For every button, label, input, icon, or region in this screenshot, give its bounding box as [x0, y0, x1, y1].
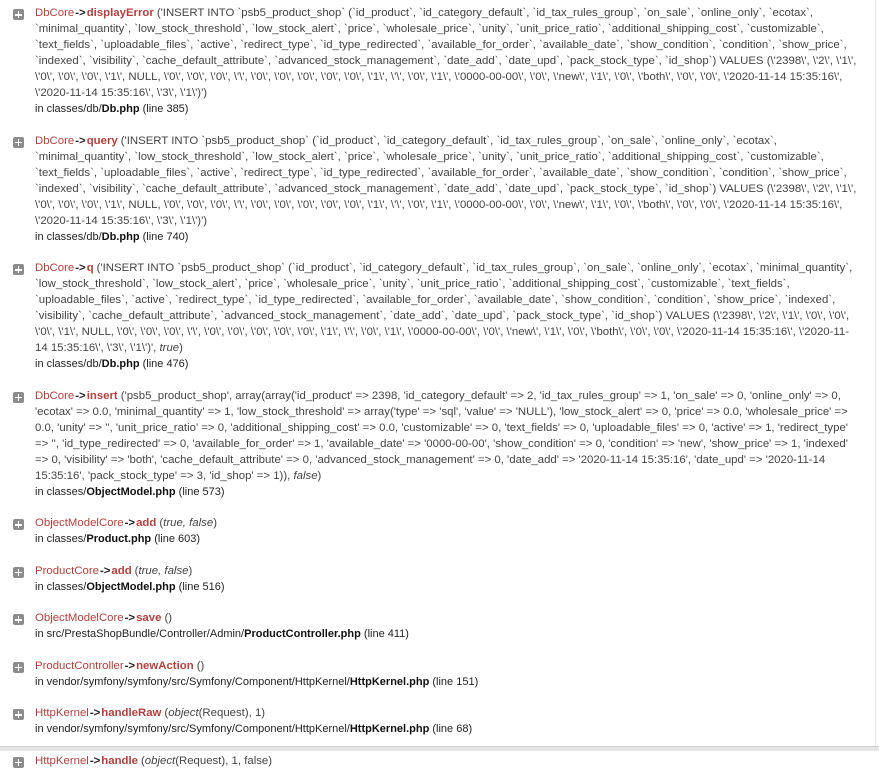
location-path: in src/PrestaShopBundle/Controller/Admin/: [35, 628, 245, 640]
location-path: in classes/: [35, 580, 87, 593]
location-path: in classes/db/: [35, 358, 102, 370]
expand-plus-icon[interactable]: [13, 709, 24, 720]
expand-plus-icon[interactable]: [13, 9, 24, 20]
args-suffix: ): [317, 469, 322, 482]
location-file: HttpKernel.php: [349, 723, 430, 735]
args-italic: object: [144, 754, 176, 767]
class-name: DbCore: [35, 389, 75, 402]
call-arguments: [141, 755, 272, 767]
args-suffix: ): [188, 564, 193, 577]
call-arguments: [164, 707, 265, 719]
expand-plus-icon[interactable]: [13, 614, 24, 625]
location-file: ProductController.php: [244, 628, 361, 640]
frame-location: [35, 356, 860, 372]
location-path: in classes/db/: [35, 103, 102, 115]
args-italic: object: [168, 707, 199, 719]
location-file: Db.php: [101, 103, 140, 115]
frame-call: [35, 388, 860, 484]
call-arguments: [159, 517, 217, 529]
expand-plus-icon[interactable]: [13, 137, 24, 148]
call-arguments: [135, 565, 193, 577]
class-name: HttpKernel: [35, 707, 89, 719]
args-italic: true, false: [138, 564, 189, 577]
stack-frame: [0, 653, 860, 690]
location-file: Db.php: [101, 230, 140, 243]
method-name: handleRaw: [101, 707, 162, 719]
args-text: (: [159, 517, 164, 529]
location-line: (line 603): [154, 533, 201, 545]
method-name: handle: [101, 754, 138, 767]
location-path: in classes/: [35, 533, 87, 545]
class-name: HttpKernel: [35, 754, 89, 767]
args-text: ('INSERT INTO `psb5_product_shop` (`id_product`, `id_category_default`, `id_tax_rules_group`, `on_sale`, `online_only`, `ecotax`, `minimal_quantity`, `low_stock_threshold`, `low_stock_alert`, `price`, `wholesale_price`, `unity`, `unit_price_ratio`, `additional_shipping_cost`, `customizable`, `text_fields`, `uploadable_files`, `active`, `redirect_type`, `id_type_redirected`, `available_for_order`, `available_date`, `show_condition`, `condition`, `show_price`, `indexed`, `visibility`, `cache_default_attribute`, `advanced_stock_management`, `date_add`, `date_upd`, `pack_stock_type`, `id_shop`) VALUES (\'2398\', \'2\', \'1\', \'0\', \'0\', \'0\', \'1\', NULL, \'0\', \'0\', \'0\', \'\', \'0\', \'0\', \'0\', \'0\', \'0\', \'1\', \'\', \'0\', \'1\', \'0000-00-00\', \'0\', \'new\', \'1\', \'0\', \'both\', \'0\', \'0\', \'2020-11-14 15:35:16\', \'2020-11-14 15:35:16\', \'3\', \'1\')'): [35, 7, 857, 99]
location-file: Db.php: [101, 358, 140, 370]
call-arguments: [35, 262, 852, 354]
frame-call: [35, 610, 860, 626]
location-file: ObjectModel.php: [86, 580, 176, 593]
location-line: (line 740): [142, 230, 189, 243]
class-name: ProductCore: [35, 564, 99, 577]
location-line: (line 68): [432, 723, 473, 735]
frame-call: [35, 515, 860, 531]
frame-call: [35, 563, 860, 579]
stack-frame: [0, 558, 860, 595]
location-line: (line 411): [363, 628, 409, 640]
location-line: (line 476): [142, 358, 189, 370]
method-name: add: [111, 564, 132, 577]
method-name: query: [86, 134, 118, 147]
arrow-operator: ->: [75, 7, 86, 19]
expand-plus-icon[interactable]: [13, 662, 24, 673]
args-text: (): [164, 612, 173, 624]
args-italic: true: [159, 342, 180, 354]
frame-location: [35, 229, 860, 245]
stack-frame: [0, 128, 860, 245]
expand-plus-icon[interactable]: [13, 567, 24, 578]
method-name: displayError: [86, 7, 154, 19]
expand-plus-icon[interactable]: [13, 392, 24, 403]
args-suffix: ): [213, 517, 217, 529]
class-name: DbCore: [35, 262, 75, 274]
frame-call: [35, 753, 860, 769]
args-italic: false: [293, 469, 318, 482]
call-arguments: [35, 7, 856, 99]
arrow-operator: ->: [75, 262, 86, 274]
arrow-operator: ->: [75, 389, 86, 402]
call-arguments: [35, 135, 856, 227]
frame-call: [35, 5, 860, 101]
arrow-operator: ->: [89, 707, 101, 719]
args-text: ('psb5_product_shop', array(array('id_product' => 2398, 'id_category_default' => 2, 'id_tax_rules_group' => 1, 'on_sale' => 0, 'online_only' => 0, 'ecotax' => 0.0, 'minimal_quantity' => 1, 'low_stock_threshold' => array('type' => 'sql', 'value' => 'NULL'), 'low_stock_alert' => 0, 'price' => 0.0, 'wholesale_price' => 0.0, 'unity' => '', 'unit_price_ratio' => 0, 'additional_shipping_cost' => 0.0, 'customizable' => 0, 'text_fields' => 0, 'uploadable_files' => 0, 'active' => 1, 'redirect_type' => '', 'id_type_redirected' => 0, 'available_for_order' => 1, 'available_date' => '0000-00-00', 'show_condition' => 0, 'condition' => 'new', 'show_price' => 1, 'indexed' => 0, 'visibility' => 'both', 'cache_default_attribute' => 0, 'advanced_stock_management' => 0, 'date_add' => '2020-11-14 15:35:16', 'date_upd' => '2020-11-14 15:35:16', 'pack_stock_type' => 3, 'id_shop' => 1)),: [35, 389, 848, 482]
stack-frame: [0, 255, 860, 372]
class-name: ProductController: [35, 659, 124, 672]
location-line: (line 151): [432, 675, 479, 688]
stack-frame: [0, 510, 860, 547]
bottom-divider: [0, 746, 879, 751]
location-file: HttpKernel.php: [349, 675, 430, 688]
location-path: in classes/: [35, 485, 87, 498]
args-text: (): [196, 659, 205, 672]
location-file: ObjectModel.php: [86, 485, 176, 498]
args-text: ('INSERT INTO `psb5_product_shop` (`id_product`, `id_category_default`, `id_tax_rules_group`, `on_sale`, `online_only`, `ecotax`, `minimal_quantity`, `low_stock_threshold`, `low_stock_alert`, `price`, `wholesale_price`, `unity`, `unit_price_ratio`, `additional_shipping_cost`, `customizable`, `text_fields`, `uploadable_files`, `active`, `redirect_type`, `id_type_redirected`, `available_for_order`, `available_date`, `show_condition`, `condition`, `show_price`, `indexed`, `visibility`, `cache_default_attribute`, `advanced_stock_management`, `date_add`, `date_upd`, `pack_stock_type`, `id_shop`) VALUES (\'2398\', \'2\', \'1\', \'0\', \'0\', \'0\', \'1\', NULL, \'0\', \'0\', \'0\', \'\', \'0\', \'0\', \'0\', \'0\', \'0\', \'1\', \'\', \'0\', \'1\', \'0000-00-00\', \'0\', \'new\', \'1\', \'0\', \'both\', \'0\', \'0\', \'2020-11-14 15:35:16\', \'2020-11-14 15:35:16\', \'3\', \'1\')'): [35, 134, 857, 227]
args-text: ('INSERT INTO `psb5_product_shop` (`id_product`, `id_category_default`, `id_tax_rules_group`, `on_sale`, `online_only`, `ecotax`, `minimal_quantity`, `low_stock_threshold`, `low_stock_alert`, `price`, `wholesale_price`, `unity`, `unit_price_ratio`, `additional_shipping_cost`, `customizable`, `text_fields`, `uploadable_files`, `active`, `redirect_type`, `id_type_redirected`, `available_for_order`, `available_date`, `show_condition`, `condition`, `show_price`, `indexed`, `visibility`, `cache_default_attribute`, `advanced_stock_management`, `date_add`, `date_upd`, `pack_stock_type`, `id_shop`) VALUES (\'2398\', \'2\', \'1\', \'0\', \'0\', \'0\', \'1\', NULL, \'0\', \'0\', \'0\', \'\', \'0\', \'0\', \'0\', \'0\', \'0\', \'1\', \'\', \'0\', \'1\', \'0000-00-00\', \'0\', \'new\', \'1\', \'0\', \'both\', \'0\', \'0\', \'2020-11-14 15:35:16\', \'2020-11-14 15:35:16\', \'3\', \'1\')',: [35, 262, 853, 354]
frame-location: [35, 579, 860, 595]
frame-location: [35, 626, 860, 642]
method-name: save: [136, 612, 162, 624]
location-path: in vendor/symfony/symfony/src/Symfony/Component/HttpKernel/: [35, 723, 350, 735]
location-file: Product.php: [86, 533, 152, 545]
frame-call: [35, 705, 860, 721]
location-line: (line 385): [142, 103, 189, 115]
args-italic: true, false: [163, 517, 214, 529]
frame-call: [35, 133, 860, 229]
args-suffix: (Request), 1): [198, 707, 266, 719]
frame-location: [35, 101, 860, 117]
class-name: ObjectModelCore: [35, 517, 124, 529]
method-name: q: [86, 262, 94, 274]
vertical-scrollbar[interactable]: [875, 0, 876, 746]
frame-call: [35, 658, 860, 674]
frame-location: [35, 484, 860, 500]
arrow-operator: ->: [124, 612, 136, 624]
args-suffix: (Request), 1, false): [175, 754, 273, 767]
class-name: ObjectModelCore: [35, 612, 124, 624]
arrow-operator: ->: [75, 134, 86, 147]
stack-frame: [0, 383, 860, 500]
stack-frame: [0, 0, 860, 117]
frame-location: [35, 531, 860, 547]
arrow-operator: ->: [99, 564, 111, 577]
arrow-operator: ->: [124, 517, 136, 529]
arrow-operator: ->: [89, 754, 101, 767]
stack-frame: [0, 605, 860, 642]
location-path: in classes/db/: [35, 230, 102, 243]
method-name: newAction: [136, 659, 194, 672]
expand-plus-icon[interactable]: [13, 519, 24, 530]
class-name: DbCore: [35, 134, 75, 147]
call-arguments: [164, 612, 172, 624]
args-text: (: [134, 564, 139, 577]
expand-plus-icon[interactable]: [13, 757, 24, 768]
args-text: (: [164, 707, 169, 719]
expand-plus-icon[interactable]: [13, 264, 24, 275]
arrow-operator: ->: [124, 659, 136, 672]
frame-call: [35, 260, 860, 356]
location-path: in vendor/symfony/symfony/src/Symfony/Component/HttpKernel/: [35, 675, 350, 688]
location-line: (line 516): [178, 580, 225, 593]
class-name: DbCore: [35, 7, 75, 19]
args-suffix: ): [179, 342, 183, 354]
call-arguments: [197, 660, 205, 672]
stack-frame: [0, 700, 860, 737]
location-line: (line 573): [178, 485, 225, 498]
call-arguments: [35, 390, 848, 482]
method-name: add: [136, 517, 157, 529]
args-text: (: [141, 754, 145, 767]
frame-location: [35, 721, 860, 737]
frame-location: [35, 674, 860, 690]
method-name: insert: [86, 389, 118, 402]
